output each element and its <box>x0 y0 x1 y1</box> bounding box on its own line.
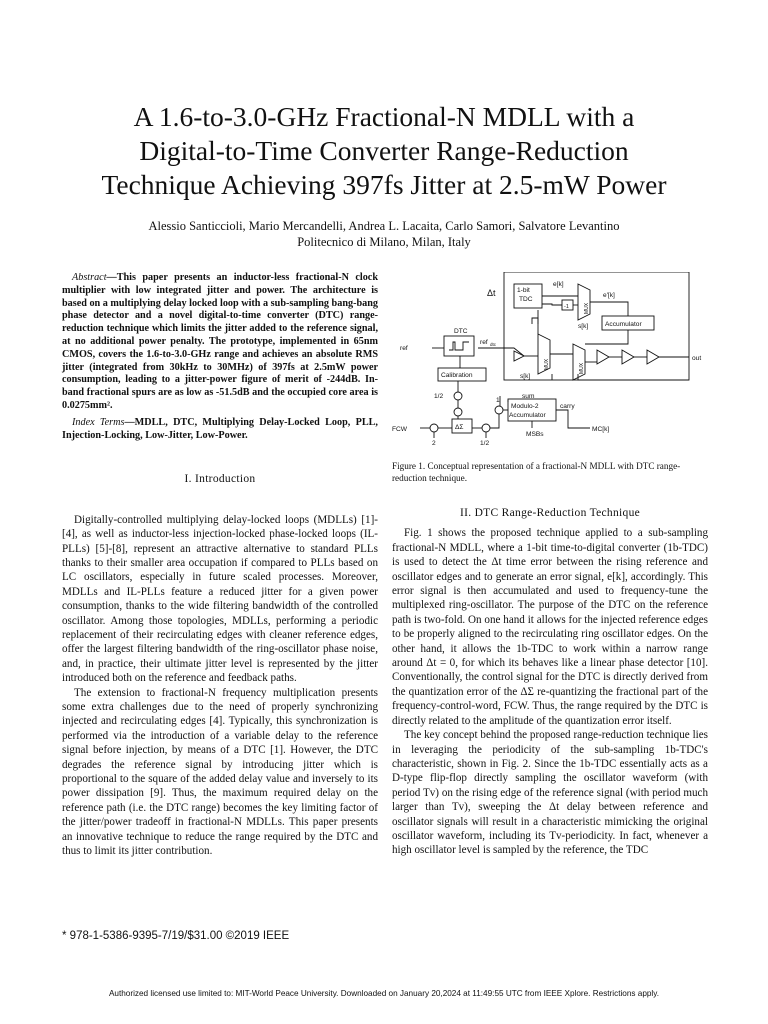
index-terms <box>62 417 378 443</box>
fig-label-eprime: e'[k] <box>603 292 615 299</box>
left-column <box>62 272 378 859</box>
copyright-notice: * 978-1-5386-9395-7/19/$31.00 ©2019 IEEE <box>62 930 290 942</box>
inverter-3 <box>647 350 659 364</box>
fig-label-mux-top: MUX <box>584 302 590 314</box>
title-line-3: Technique Achieving 397fs Jitter at 2.5-mW Power <box>101 169 667 200</box>
fig-label-sk-top: s[k] <box>578 323 589 330</box>
affiliation: Politecnico di Milano, Milan, Italy <box>297 235 471 249</box>
fig-label-calibration: Calibration <box>441 372 473 379</box>
multiplier-half <box>482 424 490 432</box>
fig-label-mck: MC[k] <box>592 426 610 433</box>
fig-label-refdtc: ref <box>480 339 488 346</box>
abstract <box>62 272 378 413</box>
fig-label-two: 2 <box>432 440 436 447</box>
title-line-1: A 1.6-to-3.0-GHz Fractional-N MDLL with a <box>133 101 635 132</box>
fig-label-ek: e[k] <box>553 281 564 288</box>
fig-label-minus1: -1 <box>564 304 569 310</box>
multiplier-fcw <box>430 424 438 432</box>
index-terms-lead: Index Terms <box>72 416 125 428</box>
inverter-1 <box>597 350 609 364</box>
adder-top <box>454 408 462 416</box>
fig-label-half-a: 1/2 <box>434 393 444 400</box>
fig-label-dtc: DTC <box>454 328 468 335</box>
technique-paragraph-2: The key concept behind the proposed range-reduction technique lies in leveraging the periodicity of the sub-sampling 1b-TDC's characteristic, shown in Fig. 2. Since the 1b-TDC essentially acts as a D-type flip-flop directly sampling the oscillator waveform (with period Tv) on the rising edge of the reference signal (with period much larger than Tv), sweeping the Δt delay between reference and oscillator signals will result in a characteristic mimicking the original oscillator waveform, including its Tv-periodicity. In fact, whenever a high oscillator level is sampled by the reference, the TDC <box>392 729 708 857</box>
right-column <box>392 506 708 858</box>
license-footer: Authorized licensed use limited to: MIT-World Peace University. Downloaded on January 20,2024 at 11:49:55 UTC from IEEE Xplore. Restrictions apply. <box>108 989 660 998</box>
fig-label-ref: ref <box>400 345 408 352</box>
fig-label-dsigma: ΔΣ <box>455 424 464 431</box>
figure-1-block-diagram <box>392 272 708 452</box>
fig-label-mux-osc: MUX <box>579 362 585 374</box>
fig-label-fcw: FCW <box>392 426 408 433</box>
fig-label-mux-mid: MUX <box>544 358 550 370</box>
author-list: Alessio Santiccioli, Mario Mercandelli, Andrea L. Lacaita, Carlo Samori, Salvatore Levantino <box>148 219 620 233</box>
section-2-heading: II. DTC Range-Reduction Technique <box>459 507 641 519</box>
fig-label-accumulator: Accumulator <box>605 321 642 328</box>
fig-label-one: 1 <box>496 397 500 404</box>
multiplier-top <box>454 392 462 400</box>
fig-label-msbs: MSBs <box>526 431 544 438</box>
fig-label-half-b: 1/2 <box>480 440 490 447</box>
inverter-2 <box>622 350 634 364</box>
fig-label-out: out <box>692 355 702 362</box>
svg-text:Accumulator: Accumulator <box>509 412 546 419</box>
title-line-2: Digital-to-Time Converter Range-Reduction <box>139 135 629 166</box>
intro-paragraph-2: The extension to fractional-N frequency multiplication presents some extra challenges due to the need of properly synchronizing injected and recirculating edges [4]. Typically, this synchronization is performed via the introduction of a variable delay to the reference signal before injection, by means of a DTC [1]. However, the DTC degrades the reference signal by introducing jitter which is proportional to the square of the added delay value and inversely to its power dissipation [9]. Thus, the maximum required delay on the reference path (i.e. the DTC range) becomes the key limiting factor of the jitter/power tradeoff in fractional-N MDLLs. This paper presents an innovative technique to reduce the range required by the DTC and thus to limit its jitter contribution. <box>62 686 378 858</box>
fig-label-refdtc-sub: dtc <box>490 342 497 347</box>
index-terms-text: —MDLL, DTC, Multiplying Delay-Locked Loop, PLL, Injection-Locking, Low-Jitter, Low-Power. <box>62 416 378 441</box>
intro-paragraph-1: Digitally-controlled multiplying delay-locked loops (MDLLs) [1]-[4], as well as inductor-less injection-locked phase-locked loops (IL-PLLs) [5]-[8], represent an attractive alternative to standard PLLs thanks to their smaller area occupation if compared to PLLs based on LC oscillators, especially in future scaled processes. Moreover, MDLLs and IL-PLLs feature a reduced jitter for a given power consumption, thanks to the wide filtering bandwidth of the controlled oscillator. Among those topologies, MDLLs, performing a periodic replacement of their recirculating edges with cleaner reference edges, offer the largest filtering bandwidth of the ring-oscillator phase noise, and, in practice, their ultimate jitter level is represented by the jitter introduced both on the reference and feedback paths. <box>62 513 378 685</box>
fig-label-delta-t: Δt <box>487 288 496 298</box>
fig-label-sk-mid: s[k] <box>520 373 531 380</box>
figure-1-caption: Figure 1. Conceptual representation of a fractional-N MDLL with DTC range-reduction technique. <box>392 461 681 483</box>
fig-label-tdc: 1-bit <box>517 287 530 294</box>
adder-sum <box>495 406 503 414</box>
svg-text:TDC: TDC <box>519 296 533 303</box>
fig-label-carry: carry <box>560 403 575 410</box>
section-1-heading: I. Introduction <box>184 473 256 486</box>
abstract-text: —This paper presents an inductor-less fractional-N clock multiplier with low integrated jitter and power. The architecture is based on a multiplying delay locked loop with a sub-sampling bang-bang phase detector and a novel digital-to-time converter (DTC) range-reduction technique which limits the jitter added to the reference signal, at no additional power penalty. The prototype, implemented in 65nm CMOS, covers the 1.6-to-3.0-GHz range and achieves an absolute RMS jitter (integrated from 30kHz to 30MHz) of 397fs at 2.5mW power consumption, leading to a jitter-power figure of merit of -244dB. In-band fractional spurs are as low as -51.5dB and the occupied core area is 0.0275mm². <box>62 272 378 411</box>
technique-paragraph-1: Fig. 1 shows the proposed technique applied to a sub-sampling fractional-N MDLL, where a 1-bit time-to-digital converter (1b-TDC) is used to detect the Δt time error between the rising reference and oscillator edges and to generate an error signal, e[k], accordingly. This error signal is then accumulated and used to frequency-tune the multiplexed ring-oscillator. The purpose of the DTC on the reference path is two-fold. On one hand it allows for the injected reference edges to be properly aligned to the recirculating ring oscillator edges. On the other hand, it allows the 1b-TDC to work within a narrow range around Δt = 0, for which its behaves like a linear phase detector [10]. Conventionally, the control signal for the DTC is directly derived from the quantization error of the ΔΣ re-quantizing the fractional part of the frequency-control-word, FCW. Thus, the range required by the DTC is directly related to the amplitude of the quantization error itself. <box>392 527 708 727</box>
dtc-block <box>444 336 474 356</box>
paper-title <box>40 100 728 202</box>
fig-label-sum: sum <box>522 393 535 400</box>
loop-boundary <box>504 272 689 380</box>
fig-label-mod2: Modulo-2 <box>511 403 539 410</box>
abstract-lead: Abstract <box>72 272 107 283</box>
